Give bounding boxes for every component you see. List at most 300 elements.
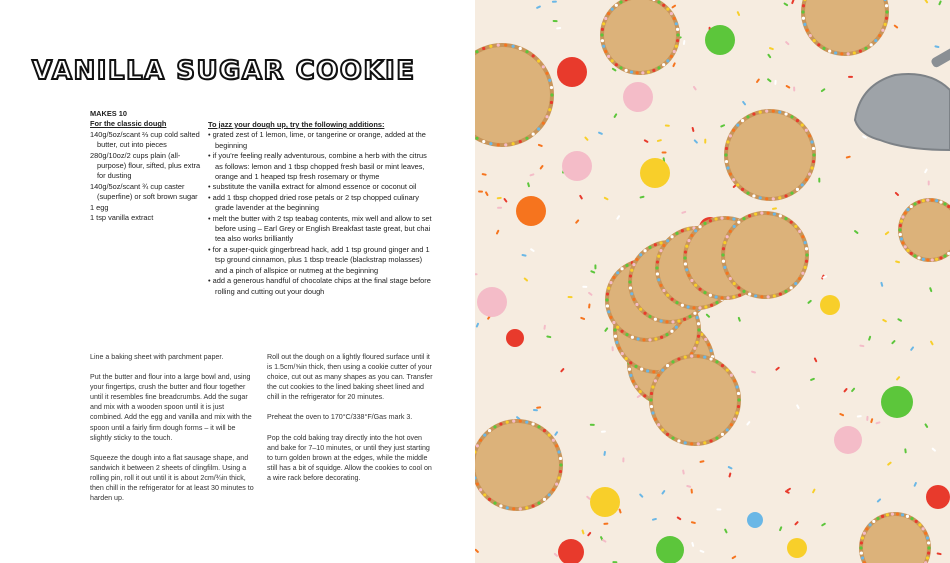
rim-sprinkle [796,119,799,122]
rim-sprinkle [790,115,793,118]
candy-dot [516,196,546,226]
rim-sprinkle [910,205,913,208]
sprinkle [931,447,936,452]
rim-sprinkle [675,22,678,25]
sprinkle [794,521,799,526]
sprinkle [846,155,851,158]
rim-sprinkle [874,39,877,42]
sprinkle [924,0,928,4]
rim-sprinkle [926,536,929,539]
rim-sprinkle [600,33,603,36]
rim-sprinkle [790,192,793,195]
sprinkle [742,101,747,106]
rim-sprinkle [648,338,651,341]
sprinkle [812,488,816,493]
cookie [859,512,931,563]
candy-dot [747,512,763,528]
rim-sprinkle [870,43,873,46]
rim-sprinkle [726,368,729,371]
method-paragraph: Line a baking sheet with parchment paper. [90,353,224,361]
addition-item: • if you're feeling really adventurous, combine a herb with the citrus as follows: lemon and 1 tbsp chopped fresh basil or mint leaves, orange and 1 heaped tsp fresh rosemary or thyme [208,151,427,182]
rim-sprinkle [798,277,801,280]
rim-sprinkle [692,306,695,309]
rim-sprinkle [559,457,562,460]
sprinkle [676,516,681,520]
rim-sprinkle [648,246,651,249]
rim-sprinkle [703,222,706,225]
rim-sprinkle [906,515,909,518]
sprinkle [475,322,479,327]
dough-heading: For the classic dough [90,119,167,129]
rim-sprinkle [685,245,688,248]
rim-sprinkle [643,249,646,252]
rim-sprinkle [885,4,888,7]
rim-sprinkle [729,230,732,233]
rim-sprinkle [922,199,925,202]
candy-dot [656,536,684,563]
sprinkle [772,207,777,210]
rim-sprinkle [559,463,562,466]
rim-sprinkle [609,316,612,319]
sprinkle [893,24,898,29]
sprinkle [875,421,880,424]
sprinkle [693,86,698,91]
sprinkle [556,27,561,30]
rim-sprinkle [910,517,913,520]
sprinkle [891,340,896,345]
rim-sprinkle [615,341,618,344]
rim-sprinkle [726,235,729,238]
rim-sprinkle [671,437,674,440]
rim-sprinkle [735,411,738,414]
rim-sprinkle [532,54,535,57]
sprinkle [791,0,795,4]
sprinkle [807,299,812,304]
cookie-photo [475,0,950,563]
sprinkle [588,292,593,297]
rim-sprinkle [662,63,665,66]
ingredient-list [90,130,202,224]
rim-sprinkle [684,441,687,444]
scoop-icon [855,46,950,150]
sprinkle [616,215,620,220]
rim-sprinkle [670,55,673,58]
rim-sprinkle [512,420,515,423]
rim-sprinkle [607,310,610,313]
method-paragraph: Squeeze the dough into a flat sausage shape, and sandwich it between 2 sheets of clingfilm. Using a rolling pin, roll it out until it is about 2cm/¾in thick, then chill in the refrigerator for at least 30 minutes to harden up. [90,453,254,503]
rim-sprinkle [732,129,735,132]
rim-sprinkle [773,212,776,215]
rim-sprinkle [801,183,804,186]
sprinkle [590,270,595,274]
rim-sprinkle [891,512,894,515]
rim-sprinkle [670,298,673,301]
rim-sprinkle [662,244,665,247]
rim-sprinkle [735,385,738,388]
rim-sprinkle [620,267,623,270]
sprinkle [699,550,704,554]
sprinkle [497,197,502,199]
rim-sprinkle [808,172,811,175]
rim-sprinkle [752,194,755,197]
sprinkle [546,335,551,338]
rim-sprinkle [657,0,660,3]
addition-item: • grated zest of 1 lemon, lime, or tangerine or orange, added at the beginning [208,130,426,150]
ingredient-item: 1 tsp vanilla extract [90,213,154,223]
rim-sprinkle [488,498,491,501]
rim-sprinkle [885,10,888,13]
rim-sprinkle [493,502,496,505]
rim-sprinkle [666,433,669,436]
rim-sprinkle [683,256,686,259]
rim-sprinkle [537,59,540,62]
candy-dot [623,82,653,112]
rim-sprinkle [690,355,693,358]
sprinkle [686,485,691,488]
rim-sprinkle [812,160,815,163]
rim-sprinkle [697,442,700,445]
sprinkle [671,4,676,8]
rim-sprinkle [531,504,534,507]
rim-sprinkle [548,108,551,111]
rim-sprinkle [868,523,871,526]
rim-sprinkle [810,140,813,143]
rim-sprinkle [860,541,863,544]
rim-sprinkle [635,258,638,261]
rim-sprinkle [802,4,805,7]
sprinkle [882,319,887,323]
sprinkle [751,370,756,373]
rim-sprinkle [939,200,942,203]
rim-sprinkle [715,360,718,363]
recipe-title: VANILLA SUGAR COOKIE [32,56,416,86]
sprinkle [594,264,596,269]
rim-sprinkle [499,422,502,425]
rim-sprinkle [650,392,653,395]
rim-sprinkle [698,306,701,309]
ingredients-block [90,109,202,223]
sprinkle [693,139,698,144]
rim-sprinkle [926,556,929,559]
rim-sprinkle [703,441,706,444]
sprinkle [580,317,585,321]
rim-sprinkle [655,266,658,269]
rim-sprinkle [625,357,628,360]
rim-sprinkle [519,507,522,510]
addition-item: • melt the butter with 2 tsp teabag contents, mix well and allow to set before using – Earl Grey or English Breakfast taste great, but chai tea also works brilliantly [208,213,432,244]
sprinkle [639,493,644,498]
addition-item: • for a super-quick gingerbread hack, add 1 tsp ground ginger and 1 tsp ground cinnamon, plus 1 tbsp treacle (blackstrap molasses) and a pinch of allspice or nutmeg at the beginning [208,244,430,275]
sprinkle [554,431,559,436]
rim-sprinkle [601,39,604,42]
rim-sprinkle [737,221,740,224]
candy-dot [590,487,620,517]
rim-sprinkle [688,315,691,318]
rim-sprinkle [671,320,674,323]
rim-sprinkle [805,129,808,132]
rim-sprinkle [943,202,946,205]
ingredient-item: 140g/5oz/scant ¾ cup caster (superfine) or soft brown sugar [90,181,198,202]
rim-sprinkle [697,328,700,331]
sprinkle [579,194,583,199]
rim-sprinkle [926,198,929,201]
rim-sprinkle [805,260,808,263]
sprinkle [866,416,868,421]
rim-sprinkle [729,134,732,137]
cookie [721,211,809,299]
sprinkle [746,421,751,426]
rim-sprinkle [730,374,733,377]
sprinkle [880,282,883,287]
rim-sprinkle [670,12,673,15]
rim-sprinkle [913,254,916,257]
rim-sprinkle [772,110,775,113]
rim-sprinkle [519,420,522,423]
rim-sprinkle [543,429,546,432]
rim-sprinkle [640,367,643,370]
method-paragraph: Put the butter and flour into a large bowl and, using your fingertips, crush the butter and flour together until it resembles fine breadcrumbs. Add the sugar and mix with a wooden spoon until it is just combined. Add the egg and vanilla and mix with the spoon until a fairly firm dough forms – it will be slightly sticky to the touch. [90,373,252,442]
rim-sprinkle [654,243,657,246]
sprinkle [639,196,644,199]
rim-sprinkle [872,520,875,523]
rim-sprinkle [607,55,610,58]
rim-sprinkle [611,8,614,11]
rim-sprinkle [618,347,621,350]
sprinkle [727,466,732,470]
sprinkle [731,555,736,559]
rim-sprinkle [611,59,614,62]
sprinkle [810,378,815,382]
sprinkle [475,273,478,275]
rim-sprinkle [698,225,701,228]
rim-sprinkle [935,258,938,261]
rim-sprinkle [742,290,745,293]
rim-sprinkle [784,290,787,293]
sprinkle [783,2,788,6]
sprinkle [887,461,892,466]
candy-dot [558,539,584,563]
rim-sprinkle [828,49,831,52]
addition-item: • add a generous handful of chocolate chips at the final stage before rolling and cutting out your dough [208,276,431,296]
sprinkle [870,418,873,423]
sprinkle [543,325,546,330]
rim-sprinkle [736,183,739,186]
rim-sprinkle [555,444,558,447]
rim-sprinkle [686,227,689,230]
rim-sprinkle [552,488,555,491]
rim-sprinkle [721,364,724,367]
sprinkle [575,219,580,224]
rim-sprinkle [794,282,797,285]
rim-sprinkle [772,197,775,200]
cookie-face [728,113,812,197]
rim-sprinkle [639,390,642,393]
rim-sprinkle [726,140,729,143]
rim-sprinkle [726,296,729,299]
rim-sprinkle [604,50,607,53]
rim-sprinkle [737,286,740,289]
rim-sprinkle [853,51,856,54]
rim-sprinkle [665,333,668,336]
rim-sprinkle [922,258,925,261]
rim-sprinkle [733,282,736,285]
rim-sprinkle [620,330,623,333]
rim-sprinkle [790,286,793,289]
rim-sprinkle [548,79,551,82]
sprinkle [538,144,543,148]
rim-sprinkle [709,439,712,442]
sprinkle [691,542,694,547]
rim-sprinkle [804,266,807,269]
rim-sprinkle [790,221,793,224]
method-column-right [267,352,435,493]
additions-list [208,130,434,297]
sprinkle [475,548,479,553]
rim-sprinkle [631,336,634,339]
sprinkle [897,318,902,322]
rim-sprinkle [648,315,651,318]
rim-sprinkle [726,217,729,220]
sprinkle [876,498,881,503]
rim-sprinkle [767,295,770,298]
rim-sprinkle [654,318,657,321]
rim-sprinkle [557,450,560,453]
rim-sprinkle [602,22,605,25]
rim-sprinkle [684,250,687,253]
sprinkle [843,388,848,393]
rim-sprinkle [681,304,684,307]
cookie [600,0,680,75]
rim-sprinkle [693,312,696,315]
sprinkle [643,139,648,143]
sprinkle [851,387,856,392]
sprinkle [785,41,790,46]
rim-sprinkle [931,198,934,201]
candy-dot [834,426,862,454]
rim-sprinkle [685,268,688,271]
rim-sprinkle [552,439,555,442]
rim-sprinkle [733,225,736,228]
rim-sprinkle [545,72,548,75]
candy-dot [926,485,950,509]
rim-sprinkle [696,316,699,319]
rim-sprinkle [512,45,515,48]
rim-sprinkle [746,192,749,195]
rim-sprinkle [651,385,654,388]
rim-sprinkle [639,308,642,311]
sprinkle [728,472,731,477]
rim-sprinkle [723,241,726,244]
sprinkle [894,192,899,197]
sprinkle [598,131,603,135]
sprinkle [485,191,489,196]
rim-sprinkle [641,71,644,74]
rim-sprinkle [809,34,812,37]
rim-sprinkle [632,298,635,301]
sprinkle [774,80,776,85]
rim-sprinkle [721,433,724,436]
sprinkle [672,62,676,67]
rim-sprinkle [525,506,528,509]
rim-sprinkle [656,272,659,275]
rim-sprinkle [557,476,560,479]
rim-sprinkle [615,63,618,66]
rim-sprinkle [548,493,551,496]
rim-sprinkle [676,33,679,36]
rim-sprinkle [812,153,815,156]
sprinkle [682,469,685,474]
rim-sprinkle [673,17,676,20]
rim-sprinkle [917,256,920,259]
rim-sprinkle [613,328,616,331]
rim-sprinkle [729,172,732,175]
rim-sprinkle [779,292,782,295]
sprinkle [934,45,939,48]
rim-sprinkle [715,437,718,440]
rim-sprinkle [765,110,768,113]
rim-sprinkle [796,188,799,191]
sprinkle [588,303,591,308]
rim-sprinkle [748,292,751,295]
rim-sprinkle [906,208,909,211]
sprinkle [839,413,844,417]
rim-sprinkle [884,23,887,26]
rim-sprinkle [732,178,735,181]
rim-sprinkle [714,217,717,220]
rim-sprinkle [900,220,903,223]
rim-sprinkle [506,421,509,424]
rim-sprinkle [801,272,804,275]
sprinkle [769,47,774,51]
cookie-photo-illustration [475,0,950,563]
sprinkle [929,287,933,292]
rim-sprinkle [659,249,662,252]
rim-sprinkle [859,49,862,52]
rim-sprinkle [647,70,650,73]
rim-sprinkle [927,546,930,549]
rim-sprinkle [479,439,482,442]
rim-sprinkle [665,320,668,323]
sprinkle [848,76,853,78]
sprinkle [928,180,930,185]
rim-sprinkle [725,147,728,150]
rim-sprinkle [767,212,770,215]
rim-sprinkle [810,166,813,169]
rim-sprinkle [616,271,619,274]
sprinkle [665,124,670,126]
sprinkle [818,178,820,183]
scoop-bowl [855,74,950,150]
rim-sprinkle [628,280,631,283]
rim-sprinkle [629,361,632,364]
rim-sprinkle [604,17,607,20]
sprinkle [496,229,500,234]
sprinkle [793,86,795,91]
rim-sprinkle [693,347,696,350]
rim-sprinkle [525,421,528,424]
rim-sprinkle [629,274,632,277]
rim-sprinkle [650,405,653,408]
sprinkle [724,528,728,533]
ingredient-item: 1 egg [90,202,109,212]
sprinkle [586,495,591,500]
rim-sprinkle [677,319,680,322]
sprinkle [497,207,502,209]
rim-sprinkle [606,304,609,307]
rim-sprinkle [765,197,768,200]
sprinkle [924,168,928,173]
rim-sprinkle [859,546,862,549]
